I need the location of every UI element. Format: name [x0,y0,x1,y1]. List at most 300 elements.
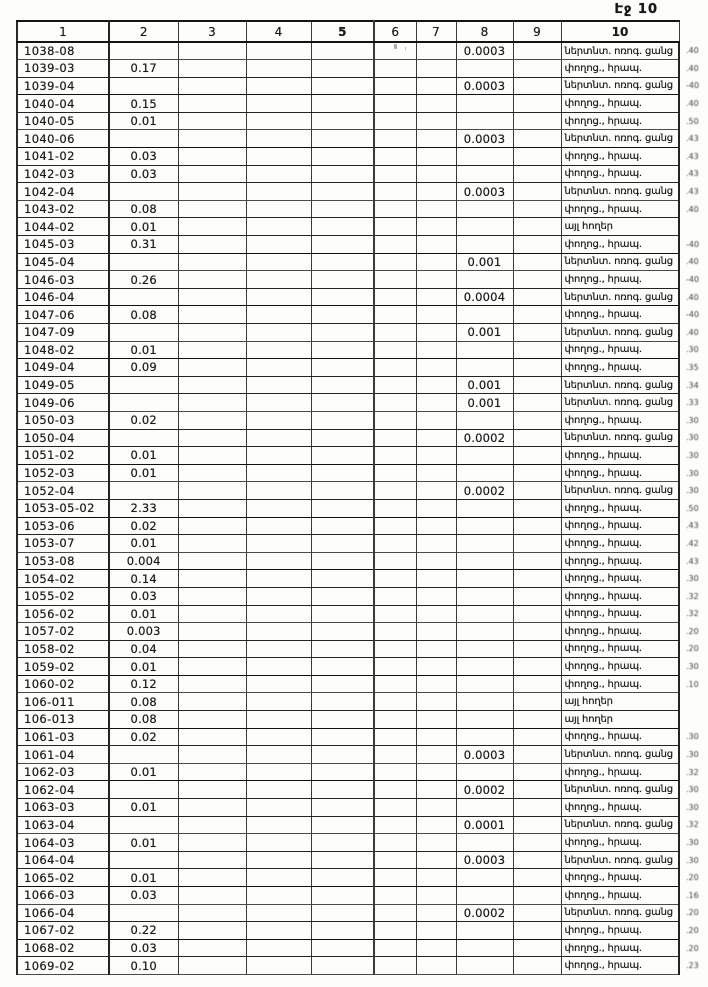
empty-cell-9 [513,341,561,359]
empty-cell-7 [416,359,456,377]
empty-cell-9 [513,834,561,852]
empty-cell-3 [178,236,246,254]
land-use-cell: ներտնտ. ոռոգ. ցանց [561,183,679,201]
margin-mark: .34 [686,380,699,390]
empty-cell-7 [416,112,456,130]
empty-cell-4 [246,728,311,746]
empty-cell-9 [513,200,561,218]
parcel-code-cell: 1063-04 [17,816,109,834]
empty-cell-9 [513,939,561,957]
parcel-code-cell: 1069-02 [17,957,109,975]
table-row [17,904,707,922]
area-value-cell [109,253,178,271]
network-area-cell [456,640,513,658]
empty-cell-7 [416,288,456,306]
empty-cell-4 [246,130,311,148]
land-use-cell: փողոց., հրապ. [561,341,679,359]
empty-cell-7 [416,148,456,166]
empty-cell-3 [178,394,246,412]
empty-cell-3 [178,799,246,817]
empty-cell-5 [311,218,374,236]
empty-cell-3 [178,271,246,289]
empty-cell-5 [311,359,374,377]
empty-cell-4 [246,148,311,166]
empty-cell-6 [374,411,416,429]
table-row [17,183,707,201]
parcel-code-cell: 1038-08 [17,42,109,60]
empty-cell-6 [374,271,416,289]
table-row [17,711,707,729]
empty-cell-5 [311,939,374,957]
margin-mark: .40 [686,46,699,56]
margin-mark: .33 [686,398,699,408]
empty-cell-6 [374,148,416,166]
land-use-cell: ներտնտ. ոռոգ. ցանց [561,904,679,922]
empty-cell-7 [416,605,456,623]
empty-cell-3 [178,288,246,306]
parcel-code-cell: 1053-08 [17,552,109,570]
margin-mark: .40 [686,63,699,73]
empty-cell-4 [246,887,311,905]
margin-mark: .32 [686,591,699,601]
margin-mark: .43 [686,169,699,179]
empty-cell-6 [374,236,416,254]
margin-mark: .10 [686,679,699,689]
margin-mark: .20 [686,626,699,636]
network-area-cell [456,675,513,693]
empty-cell-6 [374,429,416,447]
empty-cell-5 [311,376,374,394]
table-row [17,112,707,130]
empty-cell-5 [311,640,374,658]
empty-cell-5 [311,552,374,570]
empty-cell-7 [416,711,456,729]
empty-cell-6 [374,130,416,148]
empty-cell-4 [246,711,311,729]
empty-cell-6 [374,218,416,236]
empty-cell-3 [178,711,246,729]
margin-mark: .30 [686,450,699,460]
empty-cell-3 [178,535,246,553]
empty-cell-3 [178,77,246,95]
empty-cell-3 [178,552,246,570]
empty-cell-7 [416,200,456,218]
network-area-cell: 0.0002 [456,781,513,799]
area-value-cell: 0.01 [109,799,178,817]
table-row [17,411,707,429]
empty-cell-3 [178,728,246,746]
empty-cell-6 [374,887,416,905]
margin-mark: -40 [686,310,700,320]
table-row [17,957,707,975]
empty-cell-4 [246,183,311,201]
network-area-cell: 0.0002 [456,904,513,922]
parcel-code-cell: 1052-03 [17,464,109,482]
parcel-code-cell: 1058-02 [17,640,109,658]
empty-cell-4 [246,341,311,359]
empty-cell-4 [246,939,311,957]
empty-cell-9 [513,77,561,95]
empty-cell-3 [178,130,246,148]
area-value-cell: 2.33 [109,499,178,517]
empty-cell-5 [311,200,374,218]
land-use-cell: փողոց., հրապ. [561,658,679,676]
area-value-cell: 0.03 [109,939,178,957]
empty-cell-3 [178,306,246,324]
empty-cell-7 [416,834,456,852]
column-header-6: 6 [374,21,416,42]
area-value-cell [109,376,178,394]
empty-cell-4 [246,271,311,289]
empty-cell-6 [374,658,416,676]
empty-cell-6 [374,482,416,500]
empty-cell-6 [374,200,416,218]
empty-cell-9 [513,640,561,658]
empty-cell-9 [513,517,561,535]
land-use-cell: փողոց., հրապ. [561,640,679,658]
empty-cell-6 [374,728,416,746]
network-area-cell [456,341,513,359]
empty-cell-4 [246,218,311,236]
empty-cell-5 [311,130,374,148]
empty-cell-9 [513,816,561,834]
empty-cell-9 [513,306,561,324]
land-use-cell: ներտնտ. ոռոգ. ցանց [561,288,679,306]
empty-cell-5 [311,746,374,764]
parcel-code-cell: 1053-07 [17,535,109,553]
area-value-cell: 0.15 [109,95,178,113]
empty-cell-3 [178,834,246,852]
table-row [17,570,707,588]
area-value-cell [109,42,178,60]
network-area-cell [456,60,513,78]
empty-cell-9 [513,148,561,166]
empty-cell-3 [178,376,246,394]
empty-cell-3 [178,887,246,905]
empty-cell-3 [178,816,246,834]
empty-cell-6 [374,394,416,412]
margin-mark: .43 [686,134,699,144]
margin-mark: .40 [686,327,699,337]
table-row [17,605,707,623]
empty-cell-4 [246,359,311,377]
margin-mark: .30 [686,415,699,425]
empty-cell-5 [311,728,374,746]
land-use-cell: ներտնտ. ոռոգ. ցանց [561,376,679,394]
empty-cell-9 [513,605,561,623]
margin-mark [679,711,707,729]
empty-cell-6 [374,324,416,342]
land-use-cell: փողոց., հրապ. [561,60,679,78]
area-value-cell [109,904,178,922]
empty-cell-4 [246,42,311,60]
empty-cell-7 [416,939,456,957]
empty-cell-4 [246,60,311,78]
table-row [17,623,707,641]
parcel-code-cell: 1064-03 [17,834,109,852]
empty-cell-5 [311,165,374,183]
empty-cell-5 [311,605,374,623]
empty-cell-7 [416,376,456,394]
empty-cell-9 [513,552,561,570]
empty-cell-4 [246,394,311,412]
empty-cell-3 [178,324,246,342]
table-row [17,834,707,852]
parcel-code-cell: 1039-03 [17,60,109,78]
network-area-cell [456,693,513,711]
margin-mark: .16 [686,890,699,900]
margin-mark: .32 [686,767,699,777]
empty-cell-3 [178,869,246,887]
empty-cell-5 [311,183,374,201]
empty-cell-6 [374,447,416,465]
empty-cell-4 [246,675,311,693]
empty-cell-6 [374,95,416,113]
empty-cell-7 [416,535,456,553]
land-use-cell: փողոց., հրապ. [561,165,679,183]
network-area-cell: 0.0003 [456,77,513,95]
empty-cell-4 [246,904,311,922]
empty-cell-4 [246,306,311,324]
land-register-table [16,20,708,975]
network-area-cell [456,218,513,236]
table-row [17,42,707,60]
network-area-cell [456,359,513,377]
network-area-cell: 0.0002 [456,429,513,447]
empty-cell-4 [246,236,311,254]
empty-cell-4 [246,552,311,570]
empty-cell-4 [246,112,311,130]
margin-mark: .30 [686,838,699,848]
network-area-cell [456,887,513,905]
parcel-code-cell: 1053-06 [17,517,109,535]
land-use-cell: ներտնտ. ոռոգ. ցանց [561,42,679,60]
empty-cell-6 [374,464,416,482]
margin-mark: .20 [686,644,699,654]
area-value-cell [109,324,178,342]
empty-cell-4 [246,376,311,394]
empty-cell-9 [513,711,561,729]
land-use-cell: փողոց., հրապ. [561,570,679,588]
parcel-code-cell: 1042-03 [17,165,109,183]
margin-mark: .42 [686,538,699,548]
empty-cell-7 [416,799,456,817]
empty-cell-3 [178,781,246,799]
empty-cell-6 [374,957,416,975]
parcel-code-cell: 1066-04 [17,904,109,922]
empty-cell-7 [416,271,456,289]
empty-cell-7 [416,394,456,412]
empty-cell-9 [513,253,561,271]
empty-cell-5 [311,851,374,869]
empty-cell-9 [513,957,561,975]
empty-cell-3 [178,570,246,588]
table-row [17,693,707,711]
empty-cell-9 [513,482,561,500]
network-area-cell: 0.001 [456,253,513,271]
land-use-cell: փողոց., հրապ. [561,675,679,693]
empty-cell-7 [416,763,456,781]
empty-cell-5 [311,288,374,306]
parcel-code-cell: 1049-04 [17,359,109,377]
network-area-cell [456,552,513,570]
land-use-cell: ներտնտ. ոռոգ. ցանց [561,746,679,764]
area-value-cell: 0.01 [109,535,178,553]
empty-cell-3 [178,482,246,500]
column-header-7: 7 [416,21,456,42]
empty-cell-9 [513,763,561,781]
empty-cell-3 [178,148,246,166]
land-use-cell: փողոց., հրապ. [561,728,679,746]
margin-mark: .32 [686,820,699,830]
land-use-cell: փողոց., հրապ. [561,869,679,887]
area-value-cell: 0.01 [109,464,178,482]
empty-cell-9 [513,271,561,289]
empty-cell-9 [513,851,561,869]
empty-cell-5 [311,236,374,254]
empty-cell-6 [374,922,416,940]
empty-cell-5 [311,887,374,905]
empty-cell-3 [178,253,246,271]
empty-cell-4 [246,165,311,183]
margin-mark: -40 [686,81,700,91]
area-value-cell: 0.03 [109,148,178,166]
network-area-cell [456,306,513,324]
empty-cell-5 [311,799,374,817]
empty-cell-9 [513,130,561,148]
empty-cell-4 [246,746,311,764]
empty-cell-5 [311,482,374,500]
parcel-code-cell: 1055-02 [17,587,109,605]
table-row [17,939,707,957]
empty-cell-4 [246,763,311,781]
empty-cell-6 [374,499,416,517]
area-value-cell: 0.12 [109,675,178,693]
margin-mark: .32 [686,609,699,619]
margin-mark: .43 [686,521,699,531]
empty-cell-9 [513,447,561,465]
empty-cell-5 [311,112,374,130]
land-use-cell: ներտնտ. ոռոգ. ցանց [561,394,679,412]
table-row [17,77,707,95]
empty-cell-7 [416,411,456,429]
empty-cell-7 [416,552,456,570]
empty-cell-5 [311,447,374,465]
empty-cell-6 [374,834,416,852]
empty-cell-4 [246,324,311,342]
column-header-5: 5 [311,21,374,42]
empty-cell-6 [374,605,416,623]
margin-column [679,21,707,42]
empty-cell-4 [246,288,311,306]
empty-cell-6 [374,904,416,922]
area-value-cell: 0.09 [109,359,178,377]
empty-cell-5 [311,834,374,852]
parcel-code-cell: 1049-05 [17,376,109,394]
table-row [17,535,707,553]
empty-cell-6 [374,165,416,183]
empty-cell-3 [178,640,246,658]
area-value-cell [109,288,178,306]
land-use-cell: այլ հողեր [561,711,679,729]
area-value-cell: 0.01 [109,112,178,130]
empty-cell-3 [178,851,246,869]
empty-cell-4 [246,658,311,676]
margin-mark: .30 [686,732,699,742]
parcel-code-cell: 1056-02 [17,605,109,623]
parcel-code-cell: 106-011 [17,693,109,711]
empty-cell-9 [513,288,561,306]
table-row [17,781,707,799]
empty-cell-7 [416,324,456,342]
land-use-cell: փողոց., հրապ. [561,922,679,940]
table-row [17,394,707,412]
parcel-code-cell: 1062-04 [17,781,109,799]
empty-cell-6 [374,869,416,887]
empty-cell-4 [246,253,311,271]
empty-cell-7 [416,253,456,271]
network-area-cell [456,464,513,482]
empty-cell-3 [178,464,246,482]
network-area-cell [456,95,513,113]
parcel-code-cell: 1046-03 [17,271,109,289]
empty-cell-6 [374,359,416,377]
parcel-code-cell: 1047-09 [17,324,109,342]
empty-cell-5 [311,429,374,447]
empty-cell-9 [513,95,561,113]
empty-cell-7 [416,60,456,78]
table-row [17,429,707,447]
table-row [17,887,707,905]
parcel-code-cell: 1050-04 [17,429,109,447]
empty-cell-6 [374,288,416,306]
parcel-code-cell: 1061-04 [17,746,109,764]
network-area-cell [456,499,513,517]
margin-mark: .30 [686,802,699,812]
network-area-cell [456,711,513,729]
land-use-cell: փողոց., հրապ. [561,271,679,289]
empty-cell-3 [178,517,246,535]
empty-cell-6 [374,675,416,693]
column-header-4: 4 [246,21,311,42]
area-value-cell: 0.04 [109,640,178,658]
network-area-cell: 0.001 [456,324,513,342]
empty-cell-6 [374,570,416,588]
land-use-cell: փողոց., հրապ. [561,763,679,781]
empty-cell-4 [246,464,311,482]
empty-cell-5 [311,675,374,693]
empty-cell-6 [374,851,416,869]
margin-mark: -40 [686,275,700,285]
area-value-cell: 0.08 [109,306,178,324]
land-use-cell: փողոց., հրապ. [561,587,679,605]
parcel-code-cell: 1067-02 [17,922,109,940]
empty-cell-9 [513,42,561,60]
empty-cell-9 [513,728,561,746]
network-area-cell [456,447,513,465]
empty-cell-5 [311,148,374,166]
empty-cell-3 [178,218,246,236]
network-area-cell [456,271,513,289]
parcel-code-cell: 1061-03 [17,728,109,746]
network-area-cell [456,939,513,957]
table-row [17,306,707,324]
table-row [17,200,707,218]
empty-cell-6 [374,517,416,535]
table-row [17,499,707,517]
empty-cell-7 [416,570,456,588]
area-value-cell: 0.22 [109,922,178,940]
